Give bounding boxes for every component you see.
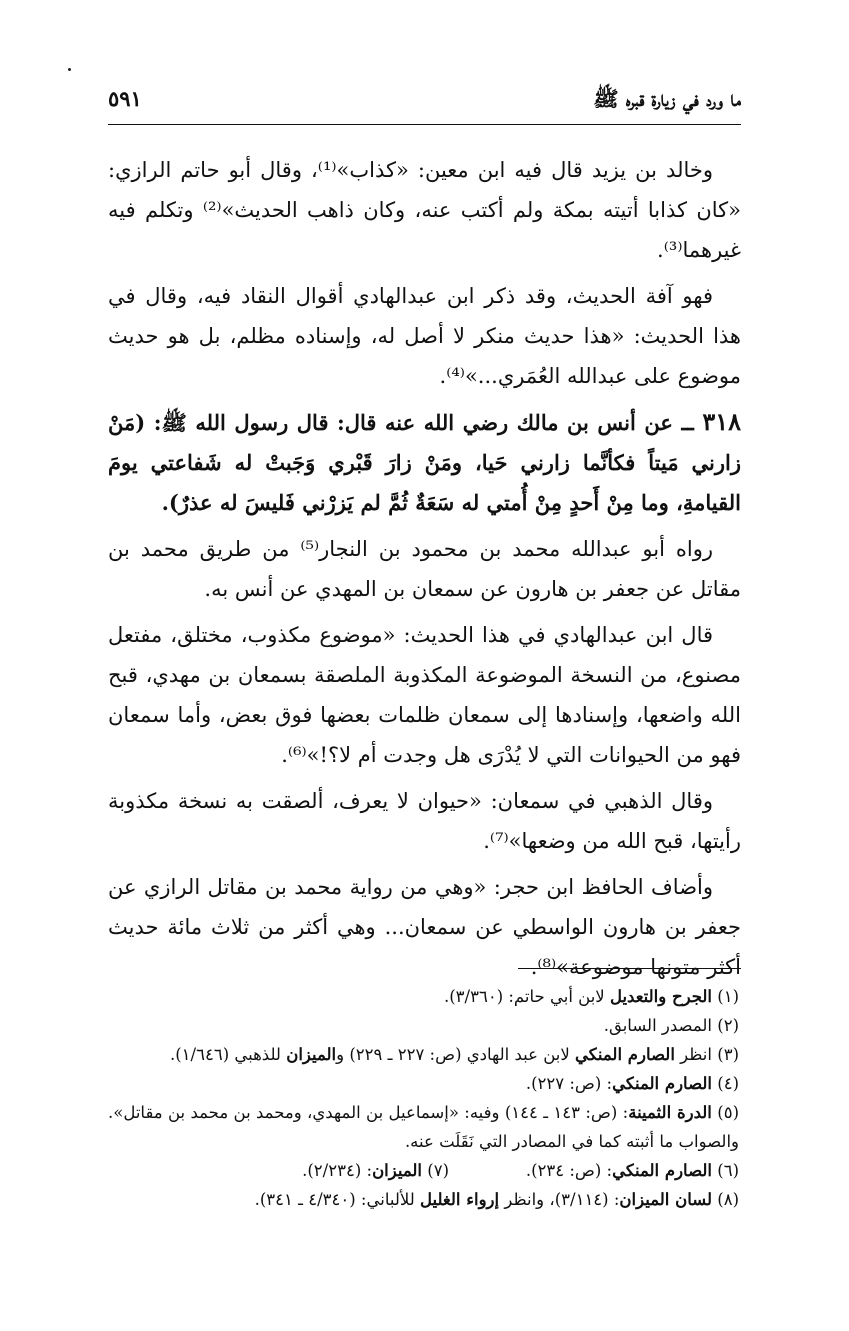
hadith-318 (108, 402, 741, 523)
fn-source-title: لسان الميزان (619, 1190, 712, 1209)
fn-label: (٥) (717, 1103, 739, 1122)
fn-label: (٨) (717, 1190, 739, 1209)
paragraph-4: قال ابن عبدالهادي في هذا الحديث: «موضوع مكذوب، مختلق، مفتعل مصنوع، من النسخة الموضوعة المكذوبة الملصقة بسمعان بن مهدي، قبح الله واضعها، وإسنادها إلى سمعان ظلمات بعضها فوق بعض، وأما سمعان فهو من الحيوانات التي لا يُدْرَى هل وجدت أم لا؟!»⁽⁶⁾. (108, 623, 741, 767)
fn-text: لابن عبد الهادي (ص: ٢٢٧ ـ ٢٢٩) و (336, 1045, 570, 1064)
fn-text: للذهبي (١/٦٤٦). (169, 1045, 281, 1064)
header-title: ما ورد في زيارة قبره ﷺ (593, 86, 741, 111)
fn-text: : (٣/١١٤)، وانظر (504, 1190, 620, 1209)
hadith-number: ٣١٨ (702, 407, 742, 436)
fn-text: لابن أبي حاتم: (٣/٣٦٠). (443, 987, 605, 1006)
footnote-3 (108, 1040, 739, 1069)
fn-label: (٧) (427, 1161, 449, 1180)
fn-text: : (ص: ١٤٣ ـ ١٤٤) وفيه: «إسماعيل بن المهدي، ومحمد بن محمد بن مقاتل». والصواب ما أثبته كما في المصادر التي نَقَلَت عنه. (108, 1103, 739, 1151)
fn-source-title: الصارم المنكي (575, 1045, 675, 1064)
fn-source-title: الميزان (372, 1161, 422, 1180)
fn-source-title: الدرة الثمينة (628, 1103, 712, 1122)
footnotes (108, 982, 739, 1214)
footnote-1 (108, 982, 739, 1011)
fn-source-title: الصارم المنكي (612, 1074, 712, 1093)
fn-text: : (ص: ٢٢٧). (525, 1074, 613, 1093)
footnote-4 (108, 1069, 739, 1098)
fn-source-title: إرواء الغليل (419, 1190, 500, 1209)
paragraph-1: وخالد بن يزيد قال فيه ابن معين: «كذاب»⁽¹⁾، وقال أبو حاتم الرازي: «كان كذابا أتيته بمكة ولم أكتب عنه، وكان ذاهب الحديث»⁽²⁾ وتكلم فيه غيرهما⁽³⁾. (108, 158, 741, 262)
paragraph-5: وقال الذهبي في سمعان: «حيوان لا يعرف، ألصقت به نسخة مكذوبة رأيتها، قبح الله من وضعها»⁽⁷⁾. (108, 789, 741, 853)
fn-text: : (ص: ٢٣٤). (525, 1161, 613, 1180)
fn-label: (١) (717, 987, 739, 1006)
fn-text: : (٢/٢٣٤). (302, 1161, 373, 1180)
footnote-8 (108, 1185, 739, 1214)
fn-text: للألباني: (٤/٣٤٠ ـ ٣٤١). (254, 1190, 415, 1209)
fn-source-title: الجرح والتعديل (609, 987, 712, 1006)
footnote-separator (518, 968, 741, 969)
footnote-6 (449, 1156, 739, 1185)
fn-label: (٤) (717, 1074, 739, 1093)
fn-label: (٢) (717, 1016, 739, 1035)
footnote-7 (302, 1156, 449, 1185)
paragraph-6: وأضاف الحافظ ابن حجر: «وهي من رواية محمد بن مقاتل الرازي عن جعفر بن هارون الواسطي عن سمعان... وهي أكثر من ثلاث مائة حديث أكثر متونها موضوعة»⁽⁸⁾. (108, 875, 741, 979)
fn-source-title: الصارم المنكي (612, 1161, 712, 1180)
footnote-2 (108, 1011, 739, 1040)
fn-label: (٦) (717, 1161, 739, 1180)
stray-ink-dot (68, 68, 71, 71)
paragraph-3: رواه أبو عبدالله محمد بن محمود بن النجار⁽⁵⁾ من طريق محمد بن مقاتل عن جعفر بن هارون عن سمعان بن المهدي عن أنس به. (108, 537, 741, 601)
main-text (108, 150, 741, 993)
footnotes-6-7 (108, 1156, 739, 1185)
page-number: ٥٩١ (108, 86, 142, 111)
fn-text: انظر (680, 1045, 712, 1064)
paragraph-2: فهو آفة الحديث، وقد ذكر ابن عبدالهادي أقوال النقاد فيه، وقال في هذا الحديث: «هذا حديث منكر لا أصل له، وإسناده مظلم، بل هو حديث موضوع على عبدالله العُمَري...»⁽⁴⁾. (108, 284, 741, 388)
header-rule (108, 124, 741, 125)
fn-source-title: الميزان (286, 1045, 337, 1064)
fn-text: المصدر السابق. (603, 1016, 712, 1035)
hadith-text: ــ عن أنس بن مالك رضي الله عنه قال: قال رسول الله ﷺ: (مَنْ زارني مَيتاً فكأنَّما زارني حَيا، ومَنْ زارَ قَبْري وَجَبتْ له شَفاعتي يومَ القيامةِ، وما مِنْ أَحدٍ مِنْ أُمتي له سَعَةٌ ثُمَّ لم يَزرْني فَليسَ له عذرٌ). (108, 410, 741, 515)
fn-label: (٣) (717, 1045, 739, 1064)
footnote-5 (108, 1098, 739, 1156)
running-header (108, 86, 741, 116)
